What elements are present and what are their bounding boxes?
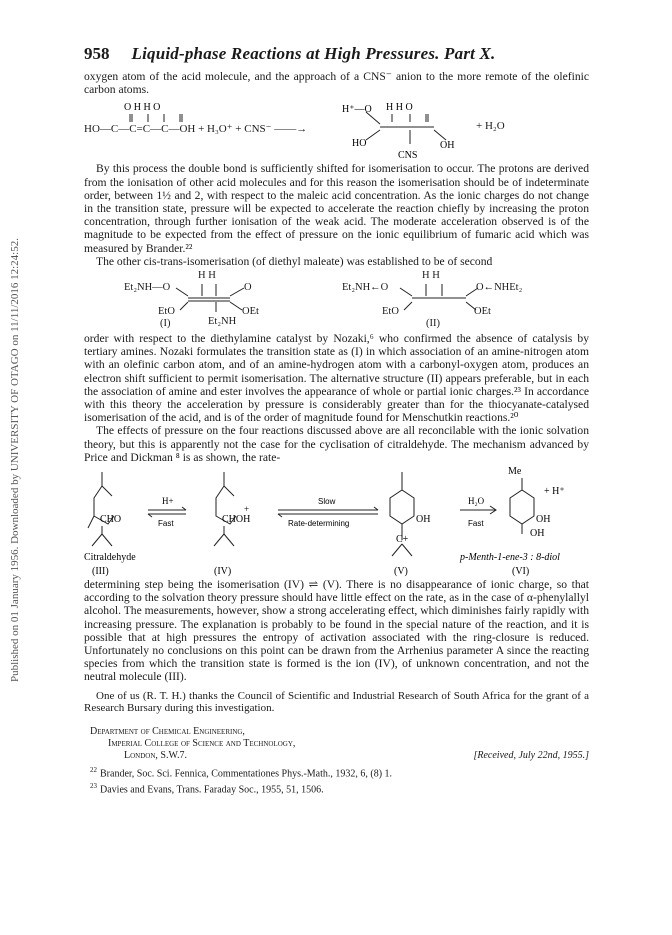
scheme-me: Me — [508, 466, 522, 478]
address-college: Imperial College of Science and Technology, — [108, 737, 296, 749]
footnotes — [84, 764, 589, 797]
footnote-number: 22 — [90, 765, 97, 774]
address-department: Department of Chemical Engineering, — [90, 725, 245, 737]
equation-left-side: HO—C—C=C—C—OH + H₃O⁺ + CNS⁻ ——→ — [84, 123, 308, 136]
ts-oh: OH — [440, 140, 455, 152]
scheme-drawing — [84, 464, 589, 578]
s1-eto: EtO — [158, 306, 175, 318]
paragraph-5: The effects of pressure on the four reactions discussed above are all reconcilable with the ionic solvation theory, but this is apparently not the case for the cyclisation of citraldehyde. The mechanism advanced by Price and Dickman ⁸ is as shown, the rate- — [84, 424, 589, 464]
s2-oet: OEt — [474, 306, 491, 318]
structure-ii-label: (II) — [426, 318, 440, 330]
page-content — [84, 44, 589, 796]
s1-bottom: Et₂NH — [208, 316, 237, 328]
s2-o: O←NHEt₂ — [476, 282, 523, 294]
citraldehyde-name: Citraldehyde — [84, 552, 136, 564]
eq-top-atoms: O H H O — [124, 102, 161, 114]
s2-top: H H — [422, 270, 440, 282]
s1-o: O — [244, 282, 252, 294]
structure-i-label: (I) — [160, 318, 171, 330]
paragraph-1: oxygen atom of the acid molecule, and the approach of a CNS⁻ anion to the more remote of the olefinic carbon atoms. — [84, 70, 589, 97]
carbocation-label: C+ — [396, 534, 409, 546]
label-v: (V) — [394, 566, 408, 578]
proton-released: + H⁺ — [544, 486, 565, 498]
ts-ho: HO — [352, 138, 367, 150]
label-vi: (VI) — [512, 566, 530, 578]
running-header — [84, 44, 589, 64]
footnote-number: 23 — [90, 782, 97, 791]
structures-i-ii — [84, 268, 589, 332]
choh-label: CHOH — [222, 514, 251, 526]
s2-et2nh: Et₂NH←O — [342, 282, 389, 294]
footnote-23 — [90, 780, 589, 796]
vi-oh-1: OH — [536, 514, 551, 526]
address-city-row — [84, 750, 589, 762]
s1-oet: OEt — [242, 306, 259, 318]
arrow2-bottom: Rate-determining — [288, 519, 350, 529]
paragraph-4: order with respect to the diethylamine catalyst by Nozaki,⁶ who confirmed the absence of catalysis by tertiary amines. Nozaki formulates the transition state as (I) in which association of an amine-nitrogen atom with an olefinic carbon atom, and of an amine-hydrogen atom with a carbonyl-oxygen atom, produces an electron shift sufficient to permit isomerisation. The alternative structure (II) appears preferable, but in each the association of amine and ester involves the appearance of whole or partial ionic charges.²³ In accordance with this theory the acceleration by pressure is considerably greater than for the thiocyanate-catalysed isomerisation of the acid, and is of the order of magnitude found for Menschutkin reactions.²⁰ — [84, 332, 589, 425]
s1-top: H H — [198, 270, 216, 282]
arrow1-bottom: Fast — [158, 519, 174, 529]
ts-top-atoms: H H O — [386, 102, 413, 114]
page-number: 958 — [84, 44, 110, 63]
equation-maleic-acid — [84, 96, 589, 162]
received-date: [Received, July 22nd, 1955.] — [473, 749, 589, 761]
equation-right-side: + H₂O — [476, 120, 505, 133]
author-address — [84, 726, 589, 762]
s2-eto: EtO — [382, 306, 399, 318]
address-city: London, S.W.7. — [124, 749, 187, 761]
v-oh-label: OH — [416, 514, 431, 526]
footnote-text: Davies and Evans, Trans. Faraday Soc., 1955, 51, 1506. — [100, 784, 324, 796]
ts-proton: H⁺—O — [342, 104, 372, 116]
choh-charge: + — [244, 504, 250, 515]
running-title: Liquid-phase Reactions at High Pressures. Part X. — [131, 44, 496, 63]
paragraph-2: By this process the double bond is sufficiently shifted for isomerisation to occur. The protons are derived from the ionisation of other acid molecules and for this reason the isomerisation should be of indeterminate order, between 1½ and 2, with respect to the maleic acid concentration. As the ionic charges do not change in the transition state, pressure will be expected to accelerate the reaction chiefly by increasing the proton concentration, through further ionisation of the weak acid. The moderate acceleration observed is of the magnitude to be expected from the effect of pressure on the ionic equilibrium of fumaric acid which was measured by Brander.²² — [84, 162, 589, 255]
citraldehyde-scheme — [84, 464, 589, 578]
vi-oh-2: OH — [530, 528, 545, 540]
arrow3-top: H₂O — [468, 496, 485, 507]
menthenediol-name: p-Menth-1-ene-3 : 8-diol — [460, 552, 560, 564]
cho-label: CHO — [100, 514, 122, 526]
paragraph-6: determining step being the isomerisation (IV) ⇌ (V). There is no disappearance of ionic charge, so that according to the solvation theory pressure should have little effect on the rate, as in the case of α-phenylallyl alcohol. The measurements, however, show a strong accelerating effect, which diminishes fairly rapidly with increasing pressure. The explanation is probably to be found in the special nature of the reaction, and it is possible that at high pressures the entropy of activation associated with the ring-closure is reduced. Unfortunately no conclusions on this point can be drawn from the Arrhenius parameter A since the reacting species from which the transition state is formed is the ion (IV), of unknown concentration, and not the neutral molecule (III). — [84, 578, 589, 684]
download-watermark — [8, 160, 22, 760]
acknowledgement: One of us (R. T. H.) thanks the Council of Scientific and Industrial Research of South Africa for the grant of a Research Bursary during this investigation. — [84, 689, 589, 715]
s1-et2nh: Et₂NH—O — [124, 282, 171, 294]
label-iv: (IV) — [214, 566, 232, 578]
arrow3-bottom: Fast — [468, 519, 484, 529]
ts-cns: CNS — [398, 150, 418, 162]
watermark-text: Published on 01 January 1956. Downloaded by UNIVERSITY OF OTAGO on 11/11/2016 12:24:52. — [9, 238, 21, 682]
arrow2-top: Slow — [318, 497, 336, 507]
label-iii: (III) — [92, 566, 109, 578]
footnote-text: Brander, Soc. Sci. Fennica, Commentationes Phys.-Math., 1932, 6, (8) 1. — [100, 768, 393, 780]
paragraph-3: The other cis-trans-isomerisation (of diethyl maleate) was established to be of second — [96, 254, 493, 268]
footnote-22 — [90, 764, 589, 780]
arrow1-top: H+ — [162, 496, 174, 507]
